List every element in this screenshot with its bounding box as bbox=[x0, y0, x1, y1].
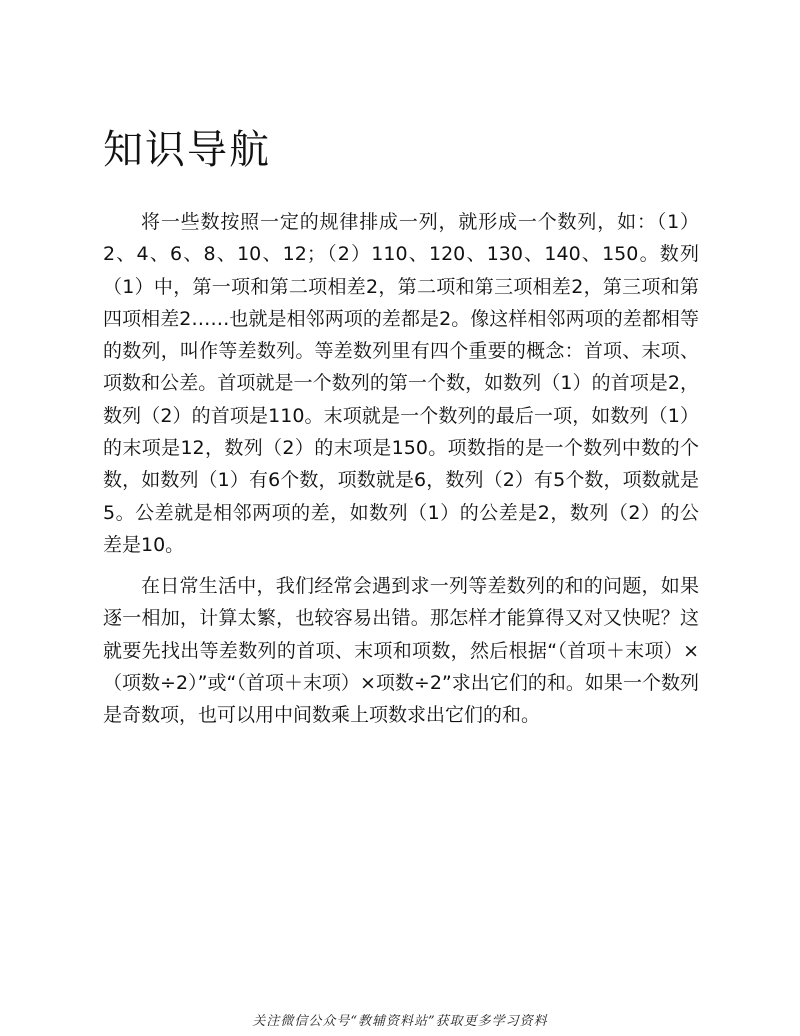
footer-note: 关注微信公众号“教辅资料站”获取更多学习资料 bbox=[252, 1014, 548, 1029]
page-title: 知识导航 bbox=[103, 127, 271, 173]
paragraph-arithmetic-sequence-definition: 将一些数按照一定的规律排成一列，就形成一个数列，如：（1）2、4、6、8、10、12；（2）110、120、130、140、150。数列（1）中，第一项和第二项相差2，第二项和第三项相差2，第三项和第四项相差2……也就是相邻两项的差都是2。像这样相邻两项的差都相等的数列，叫作等差数列。等差数列里有四个重要的概念：首项、末项、项数和公差。首项就是一个数列的第一个数，如数列（1）的首项是2，数列（2）的首项是110。末项就是一个数列的最后一项，如数列（1）的末项是12，数列（2）的末项是150。项数指的是一个数列中数的个数，如数列（1）有6个数，项数就是6，数列（2）有5个数，项数就是5。公差就是相邻两项的差，如数列（1）的公差是2，数列（2）的公差是10。 bbox=[103, 211, 699, 556]
paragraph-sum-method: 在日常生活中，我们经常会遇到求一列等差数列的和的问题，如果逐一相加，计算太繁，也较容易出错。那怎样才能算得又对又快呢？这就要先找出等差数列的首项、末项和项数，然后根据“（首项＋末项）×（项数÷2）”或“（首项＋末项）×项数÷2”求出它们的和。如果一个数列是奇数项，也可以用中间数乘上项数求出它们的和。 bbox=[103, 575, 699, 727]
